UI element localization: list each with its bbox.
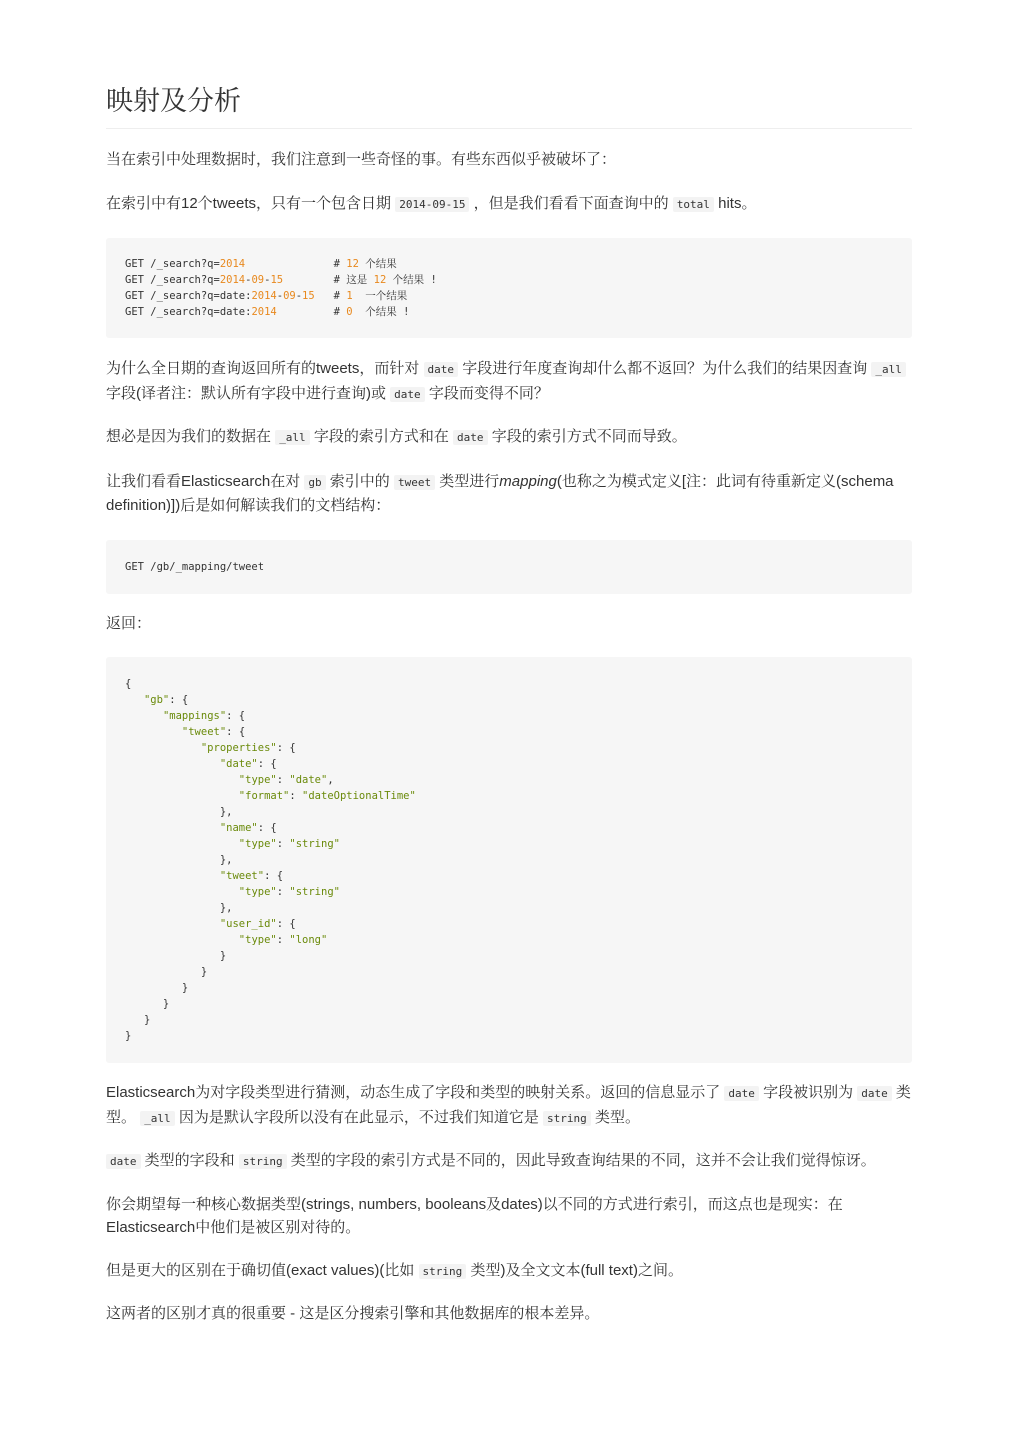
p2-text-1: 在索引中有12个tweets，只有一个包含日期 (106, 194, 392, 212)
code-date: date (453, 430, 488, 445)
code-string: string (543, 1111, 591, 1126)
paragraph-7: Elasticsearch为对字段类型进行猜测，动态生成了字段和类型的映射关系。返回的信息显示了 date 字段被识别为 date 类型。 _all 因为是默认字段所以没有在此显示，不过我们知道它是 string 类型。 (106, 1084, 911, 1126)
page-title: 映射及分析 (106, 84, 912, 129)
p2-text-3: hits。 (718, 194, 757, 212)
paragraph-10: 但是更大的区别在于确切值(exact values)(比如 string 类型)及全文文本(full text)之间。 (106, 1261, 683, 1279)
paragraph-9: 你会期望每一种核心数据类型(strings, numbers, booleans及dates)以不同的方式进行索引，而这点也是现实：在Elasticsearch中他们是被区别对待的。 (106, 1195, 843, 1236)
code-block-get-mapping: GET /gb/_mapping/tweet (106, 540, 912, 594)
code-date: date (857, 1086, 892, 1101)
paragraph-4: 想必是因为我们的数据在 _all 字段的索引方式和在 date 字段的索引方式不同而导致。 (106, 428, 687, 445)
code-string: string (419, 1264, 467, 1279)
paragraph-3: 为什么全日期的查询返回所有的tweets，而针对 date 字段进行年度查询却什么都不返回？为什么我们的结果因查询 _all 字段(译者注：默认所有字段中进行查询)或 date 字段而变得不同？ (106, 357, 912, 406)
code-all: _all (140, 1111, 175, 1126)
paragraph-11: 这两者的区别才真的很重要 - 这是区分搜索引擎和其他数据库的根本差异。 (106, 1305, 600, 1322)
code-line: GET /_search?q=2014 # 12 个结果 (125, 258, 397, 270)
document-page (106, 0, 912, 1326)
paragraph-8: date 类型的字段和 string 类型的字段的索引方式是不同的，因此导致查询结果的不同，这并不会让我们觉得惊讶。 (106, 1149, 912, 1174)
code-date: date (724, 1086, 759, 1101)
code-total: total (673, 197, 714, 212)
code-all: _all (871, 362, 906, 377)
code-all: _all (275, 430, 310, 445)
mapping-term: mapping (499, 472, 557, 490)
code-block-search-queries (106, 238, 912, 338)
p2-text-2: ，但是我们看看下面查询中的 (473, 194, 669, 212)
code-block-mapping-response: { "gb": { "mappings": { "tweet": { "properties": { "date": { "type": "date", "format": "dateOptionalTime" }, "name": { "type": "string" }, "tweet": { "type": "string" }, "user_id": { "type": "long" } } } } } } (106, 657, 912, 1063)
code-line: GET /_search?q=2014-09-15 # 这是 12 个结果 ! (125, 274, 437, 286)
code-tweet: tweet (394, 475, 435, 490)
code-date: date (424, 362, 459, 377)
paragraph-1: 当在索引中处理数据时，我们注意到一些奇怪的事。有些东西似乎被破坏了： (106, 151, 617, 168)
code-line: GET /_search?q=date:2014 # 0 个结果 ! (125, 306, 410, 318)
code-gb: gb (304, 475, 325, 490)
paragraph-5: 让我们看看Elasticsearch在对 gb 索引中的 tweet 类型进行mapping(也称之为模式定义[注：此词有待重新定义(schema definition)])后是如何解读我们的文档结构： (106, 472, 894, 514)
paragraph-2 (106, 192, 912, 217)
paragraph-6: 返回： (106, 614, 152, 632)
code-date: date (106, 1154, 141, 1169)
code-string: string (239, 1154, 287, 1169)
code-line: GET /_search?q=date:2014-09-15 # 1 一个结果 (125, 290, 408, 302)
code-date: date (390, 387, 425, 402)
code-date-value: 2014-09-15 (395, 197, 469, 212)
